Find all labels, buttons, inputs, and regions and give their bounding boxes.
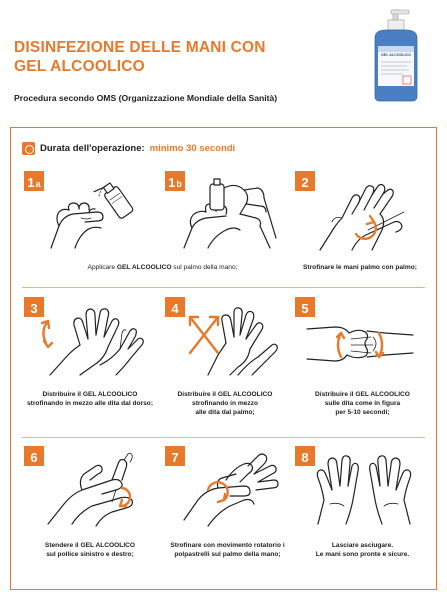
step-6-caption: Stendere il GEL ALCOOLICO sul pollice sinistro e destro;	[44, 542, 136, 558]
step-7-illustration	[178, 450, 283, 530]
duration-value: minimo 30 secondi	[149, 143, 236, 154]
title-line-2: GEL ALCOOLICO	[14, 58, 145, 75]
step-2-caption: Strofinare le mani palmo con palmo;	[303, 264, 417, 271]
step-badge-8: 8	[295, 446, 315, 466]
step-badge-4: 4	[165, 297, 185, 317]
page-title	[14, 38, 344, 76]
gel-bottle-image	[367, 8, 427, 103]
step-8-illustration	[310, 452, 418, 527]
duration-row	[22, 142, 235, 155]
step-7-caption: Strofinare con movimento rotatorio i polpastrelli sul palmo della mano;	[170, 542, 285, 558]
step-8-caption: Lasciare asciugare. Le mani sono pronte e sicure.	[315, 542, 410, 558]
step-1-caption-bold: GEL ALCOOLICO	[116, 264, 172, 271]
step-5-illustration	[305, 315, 415, 375]
duration-label: Durata dell'operazione:	[40, 143, 145, 154]
step-4-caption: Distribuire il GEL ALCOOLICO strofinando in mezzo alle dita dal palmo;	[177, 391, 273, 416]
step-1a-illustration	[45, 178, 140, 253]
step-1-caption-pre: Applicare	[87, 264, 117, 271]
step-badge-2: 2	[295, 171, 315, 191]
step-1b-illustration	[180, 178, 280, 253]
step-3-caption: Distribuire il GEL ALCOOLICO strofinando in mezzo alle dita dal dorso;	[26, 391, 154, 407]
step-5-caption: Distribuire il GEL ALCOOLICO sulle dita come in figura per 5-10 secondi;	[315, 391, 410, 416]
step-1-caption-post: sul palmo della mano;	[171, 264, 238, 271]
step-1-caption	[30, 263, 295, 272]
step-2-illustration	[312, 178, 417, 253]
step-badge-6: 6	[24, 446, 44, 466]
bottle-label-text: GEL ALCOOLICO	[381, 53, 411, 57]
row-divider-2	[22, 437, 425, 438]
step-badge-3: 3	[24, 297, 44, 317]
row-divider-1	[22, 287, 425, 288]
step-badge-1a: 1 a	[24, 171, 44, 191]
step-3-illustration	[40, 303, 150, 378]
step-4-illustration	[178, 303, 288, 378]
step-badge-7: 7	[165, 446, 185, 466]
step-badge-5: 5	[295, 297, 315, 317]
step-badge-1b: 1 b	[165, 171, 185, 191]
title-line-1: DISINFEZIONE DELLE MANI CON	[14, 39, 266, 56]
clock-icon	[22, 142, 35, 155]
page-subtitle: Procedura secondo OMS (Organizzazione Mondiale della Sanità)	[14, 93, 278, 103]
step-6-illustration	[42, 450, 147, 530]
